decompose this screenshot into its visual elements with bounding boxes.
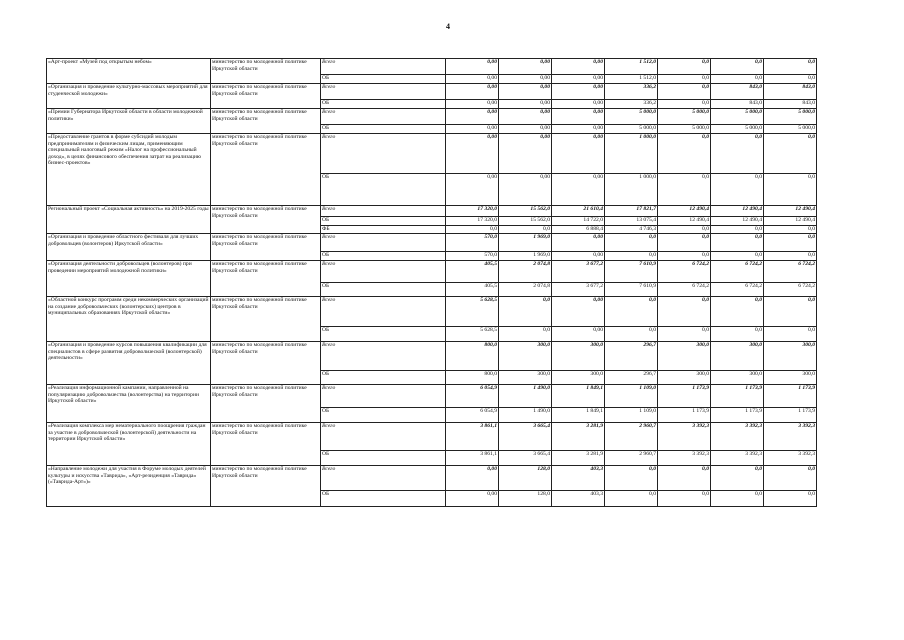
table-row bbox=[47, 423, 817, 451]
funding-source-cell: Всего bbox=[321, 59, 446, 75]
table-row bbox=[47, 297, 817, 327]
funding-source-cell: ОБ bbox=[321, 451, 446, 466]
amount-cell: 0,0 bbox=[658, 252, 711, 261]
amount-cell: 12 490,4 bbox=[711, 206, 764, 217]
amount-cell: 0,0 bbox=[605, 327, 658, 342]
amount-cell: 1 969,0 bbox=[499, 234, 552, 252]
amount-cell: 3 861,1 bbox=[446, 423, 499, 451]
amount-cell: 128,0 bbox=[499, 466, 552, 491]
amount-cell: 0,0 bbox=[658, 59, 711, 75]
amount-cell: 3 677,2 bbox=[552, 283, 605, 297]
amount-cell: 0,00 bbox=[552, 84, 605, 100]
amount-cell: 0,0 bbox=[711, 491, 764, 507]
amount-cell: 0,00 bbox=[552, 59, 605, 75]
amount-cell: 0,00 bbox=[499, 59, 552, 75]
amount-cell: 12 490,4 bbox=[711, 217, 764, 226]
program-name-cell: Региональный проект «Социальная активность» на 2019-2025 годы bbox=[47, 206, 211, 234]
amount-cell: 2 074,8 bbox=[499, 261, 552, 283]
amount-cell: 0,0 bbox=[658, 84, 711, 100]
amount-cell: 0,0 bbox=[711, 297, 764, 327]
amount-cell: 800,0 bbox=[446, 371, 499, 385]
amount-cell: 0,0 bbox=[711, 252, 764, 261]
responsible-executor-cell: министерство по молодежной политике Иркутской области bbox=[211, 134, 321, 206]
amount-cell: 0,00 bbox=[499, 84, 552, 100]
amount-cell: 0,00 bbox=[446, 134, 499, 174]
amount-cell: 0,00 bbox=[446, 100, 499, 109]
program-name-cell: «Организация деятельности добровольцев (волонтеров) при проведении мероприятий молодежной политики» bbox=[47, 261, 211, 297]
responsible-executor-cell: министерство по молодежной политике Иркутской области bbox=[211, 206, 321, 234]
table-row bbox=[47, 261, 817, 283]
amount-cell: 6 724,2 bbox=[764, 261, 817, 283]
amount-cell: 5 000,0 bbox=[658, 109, 711, 125]
amount-cell: 0,00 bbox=[446, 75, 499, 84]
funding-source-cell: ОБ bbox=[321, 283, 446, 297]
amount-cell: 0,00 bbox=[552, 109, 605, 125]
amount-cell: 0,0 bbox=[658, 174, 711, 206]
amount-cell: 5 000,0 bbox=[605, 125, 658, 134]
amount-cell: 4 746,3 bbox=[605, 226, 658, 234]
amount-cell: 17 320,0 bbox=[446, 206, 499, 217]
amount-cell: 12 490,4 bbox=[764, 206, 817, 217]
funding-source-cell: Всего bbox=[321, 206, 446, 217]
amount-cell: 3 677,2 bbox=[552, 261, 605, 283]
amount-cell: 0,0 bbox=[711, 234, 764, 252]
budget-table-body bbox=[47, 59, 817, 507]
responsible-executor-cell: министерство по молодежной политике Иркутской области bbox=[211, 342, 321, 385]
amount-cell: 6 724,2 bbox=[764, 283, 817, 297]
amount-cell: 296,7 bbox=[605, 371, 658, 385]
amount-cell: 0,0 bbox=[605, 252, 658, 261]
program-name-cell: «Областной конкурс программ среди некоммерческих организаций на создание добровольческих (волонтерских) центров в муниципальных образованиях Иркутской области» bbox=[47, 297, 211, 342]
amount-cell: 843,0 bbox=[764, 100, 817, 109]
amount-cell: 405,5 bbox=[446, 261, 499, 283]
amount-cell: 21 610,4 bbox=[552, 206, 605, 217]
responsible-executor-cell: министерство по молодежной политике Иркутской области bbox=[211, 423, 321, 466]
amount-cell: 2 960,7 bbox=[605, 423, 658, 451]
amount-cell: 1 000,0 bbox=[605, 174, 658, 206]
amount-cell: 0,0 bbox=[711, 226, 764, 234]
amount-cell: 0,0 bbox=[658, 466, 711, 491]
table-row bbox=[47, 342, 817, 371]
amount-cell: 5 000,0 bbox=[658, 125, 711, 134]
amount-cell: 0,0 bbox=[764, 226, 817, 234]
amount-cell: 0,0 bbox=[605, 297, 658, 327]
amount-cell: 5 628,5 bbox=[446, 297, 499, 327]
amount-cell: 1 490,0 bbox=[499, 385, 552, 408]
amount-cell: 1 173,9 bbox=[764, 408, 817, 423]
amount-cell: 843,0 bbox=[711, 84, 764, 100]
amount-cell: 3 281,9 bbox=[552, 451, 605, 466]
amount-cell: 3 392,3 bbox=[711, 423, 764, 451]
amount-cell: 1 173,9 bbox=[658, 408, 711, 423]
amount-cell: 128,0 bbox=[499, 491, 552, 507]
amount-cell: 0,0 bbox=[711, 75, 764, 84]
amount-cell: 7 610,9 bbox=[605, 261, 658, 283]
table-row bbox=[47, 134, 817, 174]
amount-cell: 6 724,2 bbox=[658, 261, 711, 283]
amount-cell: 0,0 bbox=[764, 234, 817, 252]
amount-cell: 0,00 bbox=[499, 100, 552, 109]
amount-cell: 0,0 bbox=[658, 226, 711, 234]
responsible-executor-cell: министерство по молодежной политике Иркутской области bbox=[211, 59, 321, 84]
amount-cell: 5 628,5 bbox=[446, 327, 499, 342]
amount-cell: 843,0 bbox=[711, 100, 764, 109]
funding-source-cell: ОБ bbox=[321, 491, 446, 507]
program-name-cell: «Предоставление грантов в форме субсидий молодым предпринимателям и физическим лицам, применяющим специальный налоговый режим «Налог на профессиональный доход», в целях финансового обеспечения затрат на реализацию бизнес-проектов» bbox=[47, 134, 211, 206]
amount-cell: 0,00 bbox=[552, 297, 605, 327]
funding-source-cell: Всего bbox=[321, 423, 446, 451]
amount-cell: 0,0 bbox=[499, 226, 552, 234]
amount-cell: 2 074,8 bbox=[499, 283, 552, 297]
amount-cell: 3 665,4 bbox=[499, 423, 552, 451]
amount-cell: 0,00 bbox=[552, 174, 605, 206]
amount-cell: 300,0 bbox=[499, 342, 552, 371]
funding-source-cell: ОБ bbox=[321, 100, 446, 109]
amount-cell: 3 392,3 bbox=[658, 451, 711, 466]
amount-cell: 403,3 bbox=[552, 491, 605, 507]
amount-cell: 0,0 bbox=[711, 134, 764, 174]
amount-cell: 14 722,0 bbox=[552, 217, 605, 226]
amount-cell: 0,0 bbox=[711, 327, 764, 342]
amount-cell: 0,0 bbox=[764, 59, 817, 75]
amount-cell: 0,0 bbox=[605, 466, 658, 491]
amount-cell: 15 562,0 bbox=[499, 217, 552, 226]
amount-cell: 12 490,4 bbox=[764, 217, 817, 226]
amount-cell: 336,2 bbox=[605, 84, 658, 100]
amount-cell: 17 821,7 bbox=[605, 206, 658, 217]
amount-cell: 6 054,9 bbox=[446, 385, 499, 408]
amount-cell: 0,0 bbox=[499, 327, 552, 342]
table-row bbox=[47, 466, 817, 491]
amount-cell: 0,00 bbox=[446, 491, 499, 507]
amount-cell: 0,0 bbox=[764, 134, 817, 174]
amount-cell: 1 173,9 bbox=[711, 408, 764, 423]
amount-cell: 800,0 bbox=[446, 342, 499, 371]
amount-cell: 300,0 bbox=[711, 342, 764, 371]
amount-cell: 0,00 bbox=[552, 75, 605, 84]
amount-cell: 0,00 bbox=[552, 100, 605, 109]
amount-cell: 570,0 bbox=[446, 252, 499, 261]
amount-cell: 3 392,3 bbox=[658, 423, 711, 451]
responsible-executor-cell: министерство по молодежной политике Иркутской области bbox=[211, 385, 321, 423]
funding-source-cell: ОБ bbox=[321, 371, 446, 385]
amount-cell: 0,0 bbox=[605, 234, 658, 252]
program-name-cell: «Организация и проведение областного фестиваля для лучших добровольцев (волонтеров) Иркутской области» bbox=[47, 234, 211, 261]
funding-source-cell: Всего bbox=[321, 84, 446, 100]
amount-cell: 3 392,3 bbox=[764, 451, 817, 466]
amount-cell: 0,00 bbox=[499, 109, 552, 125]
amount-cell: 300,0 bbox=[499, 371, 552, 385]
amount-cell: 0,00 bbox=[446, 174, 499, 206]
amount-cell: 403,3 bbox=[552, 466, 605, 491]
amount-cell: 0,00 bbox=[446, 125, 499, 134]
funding-source-cell: ОБ bbox=[321, 252, 446, 261]
funding-source-cell: ОБ bbox=[321, 125, 446, 134]
funding-source-cell: Всего bbox=[321, 234, 446, 252]
amount-cell: 0,0 bbox=[605, 491, 658, 507]
amount-cell: 0,0 bbox=[499, 297, 552, 327]
amount-cell: 5 000,0 bbox=[605, 109, 658, 125]
table-row bbox=[47, 84, 817, 100]
amount-cell: 0,00 bbox=[552, 125, 605, 134]
amount-cell: 1 849,1 bbox=[552, 385, 605, 408]
funding-source-cell: ФБ bbox=[321, 226, 446, 234]
amount-cell: 12 490,4 bbox=[658, 217, 711, 226]
program-name-cell: «Арт-проект «Музей под открытым небом» bbox=[47, 59, 211, 84]
amount-cell: 300,0 bbox=[764, 371, 817, 385]
budget-table bbox=[46, 58, 817, 507]
amount-cell: 0,0 bbox=[764, 297, 817, 327]
funding-source-cell: Всего bbox=[321, 385, 446, 408]
amount-cell: 1 969,0 bbox=[499, 252, 552, 261]
amount-cell: 5 000,0 bbox=[764, 125, 817, 134]
amount-cell: 0,0 bbox=[764, 174, 817, 206]
funding-source-cell: Всего bbox=[321, 261, 446, 283]
amount-cell: 0,0 bbox=[764, 327, 817, 342]
amount-cell: 0,0 bbox=[658, 234, 711, 252]
amount-cell: 0,00 bbox=[499, 134, 552, 174]
responsible-executor-cell: министерство по молодежной политике Иркутской области bbox=[211, 297, 321, 342]
amount-cell: 15 562,0 bbox=[499, 206, 552, 217]
amount-cell: 1 173,9 bbox=[658, 385, 711, 408]
amount-cell: 6 724,2 bbox=[711, 283, 764, 297]
funding-source-cell: ОБ bbox=[321, 75, 446, 84]
amount-cell: 7 610,9 bbox=[605, 283, 658, 297]
program-name-cell: «Реализация информационной кампании, направленной на популяризацию добровольчества (волонтерства) на территории Иркутской области» bbox=[47, 385, 211, 423]
amount-cell: 1 512,0 bbox=[605, 75, 658, 84]
amount-cell: 5 000,0 bbox=[711, 109, 764, 125]
amount-cell: 405,5 bbox=[446, 283, 499, 297]
amount-cell: 300,0 bbox=[711, 371, 764, 385]
responsible-executor-cell: министерство по молодежной политике Иркутской области bbox=[211, 109, 321, 134]
amount-cell: 0,0 bbox=[764, 466, 817, 491]
funding-source-cell: Всего bbox=[321, 297, 446, 327]
amount-cell: 1 173,9 bbox=[764, 385, 817, 408]
funding-source-cell: Всего bbox=[321, 466, 446, 491]
amount-cell: 0,0 bbox=[446, 226, 499, 234]
program-name-cell: «Реализация комплекса мер нематериального поощрения граждан за участие в добровольческой (волонтерской) деятельности на территории Иркутской области» bbox=[47, 423, 211, 466]
amount-cell: 1 109,0 bbox=[605, 408, 658, 423]
table-row bbox=[47, 109, 817, 125]
amount-cell: 17 320,0 bbox=[446, 217, 499, 226]
amount-cell: 3 281,9 bbox=[552, 423, 605, 451]
amount-cell: 3 392,3 bbox=[764, 423, 817, 451]
responsible-executor-cell: министерство по молодежной политике Иркутской области bbox=[211, 466, 321, 507]
amount-cell: 3 665,4 bbox=[499, 451, 552, 466]
amount-cell: 0,00 bbox=[446, 84, 499, 100]
amount-cell: 13 075,4 bbox=[605, 217, 658, 226]
amount-cell: 0,0 bbox=[711, 59, 764, 75]
table-row bbox=[47, 59, 817, 75]
funding-source-cell: Всего bbox=[321, 134, 446, 174]
amount-cell: 1 849,1 bbox=[552, 408, 605, 423]
amount-cell: 0,00 bbox=[499, 125, 552, 134]
amount-cell: 0,0 bbox=[658, 134, 711, 174]
amount-cell: 0,00 bbox=[552, 327, 605, 342]
amount-cell: 296,7 bbox=[605, 342, 658, 371]
amount-cell: 570,0 bbox=[446, 234, 499, 252]
amount-cell: 0,0 bbox=[658, 327, 711, 342]
amount-cell: 1 000,0 bbox=[605, 134, 658, 174]
responsible-executor-cell: министерство по молодежной политике Иркутской области bbox=[211, 84, 321, 109]
amount-cell: 0,00 bbox=[552, 252, 605, 261]
amount-cell: 0,00 bbox=[446, 59, 499, 75]
amount-cell: 6 724,2 bbox=[711, 261, 764, 283]
amount-cell: 0,00 bbox=[552, 234, 605, 252]
amount-cell: 0,00 bbox=[552, 134, 605, 174]
amount-cell: 0,00 bbox=[446, 109, 499, 125]
program-name-cell: «Организация и проведение курсов повышения квалификации для специалистов в сфере развития добровольческой (волонтерской) деятельности» bbox=[47, 342, 211, 385]
amount-cell: 2 960,7 bbox=[605, 451, 658, 466]
funding-source-cell: ОБ bbox=[321, 408, 446, 423]
program-name-cell: «Премии Губернатора Иркутской области в области молодежной политики» bbox=[47, 109, 211, 134]
amount-cell: 0,0 bbox=[658, 491, 711, 507]
amount-cell: 12 490,4 bbox=[658, 206, 711, 217]
amount-cell: 0,00 bbox=[499, 174, 552, 206]
amount-cell: 300,0 bbox=[764, 342, 817, 371]
amount-cell: 3 392,3 bbox=[711, 451, 764, 466]
amount-cell: 0,0 bbox=[764, 491, 817, 507]
amount-cell: 300,0 bbox=[552, 371, 605, 385]
amount-cell: 300,0 bbox=[658, 371, 711, 385]
amount-cell: 0,00 bbox=[446, 466, 499, 491]
funding-source-cell: ОБ bbox=[321, 174, 446, 206]
table-row bbox=[47, 385, 817, 408]
funding-source-cell: Всего bbox=[321, 342, 446, 371]
amount-cell: 5 000,0 bbox=[764, 109, 817, 125]
page-number: 4 bbox=[446, 22, 450, 31]
amount-cell: 0,0 bbox=[658, 297, 711, 327]
amount-cell: 6 888,4 bbox=[552, 226, 605, 234]
amount-cell: 3 861,1 bbox=[446, 451, 499, 466]
funding-source-cell: ОБ bbox=[321, 327, 446, 342]
amount-cell: 300,0 bbox=[658, 342, 711, 371]
amount-cell: 1 490,0 bbox=[499, 408, 552, 423]
amount-cell: 0,0 bbox=[764, 75, 817, 84]
amount-cell: 0,0 bbox=[658, 100, 711, 109]
responsible-executor-cell: министерство по молодежной политике Иркутской области bbox=[211, 234, 321, 261]
amount-cell: 300,0 bbox=[552, 342, 605, 371]
amount-cell: 0,0 bbox=[711, 174, 764, 206]
amount-cell: 336,2 bbox=[605, 100, 658, 109]
amount-cell: 5 000,0 bbox=[711, 125, 764, 134]
amount-cell: 0,0 bbox=[658, 75, 711, 84]
funding-source-cell: Всего bbox=[321, 109, 446, 125]
amount-cell: 6 054,9 bbox=[446, 408, 499, 423]
table-row bbox=[47, 234, 817, 252]
program-name-cell: «Направление молодежи для участия в Форуме молодых деятелей культуры и искусства «Таврида», «Арт-резиденция «Таврида» («Таврида-Арт»)» bbox=[47, 466, 211, 507]
amount-cell: 843,0 bbox=[764, 84, 817, 100]
program-name-cell: «Организация и проведение культурно-массовых мероприятий для студенческой молодежи» bbox=[47, 84, 211, 109]
amount-cell: 1 173,9 bbox=[711, 385, 764, 408]
amount-cell: 0,0 bbox=[711, 466, 764, 491]
amount-cell: 0,00 bbox=[499, 75, 552, 84]
amount-cell: 6 724,2 bbox=[658, 283, 711, 297]
funding-source-cell: ОБ bbox=[321, 217, 446, 226]
responsible-executor-cell: министерство по молодежной политике Иркутской области bbox=[211, 261, 321, 297]
amount-cell: 1 512,0 bbox=[605, 59, 658, 75]
amount-cell: 0,0 bbox=[764, 252, 817, 261]
amount-cell: 1 109,0 bbox=[605, 385, 658, 408]
table-row bbox=[47, 206, 817, 217]
